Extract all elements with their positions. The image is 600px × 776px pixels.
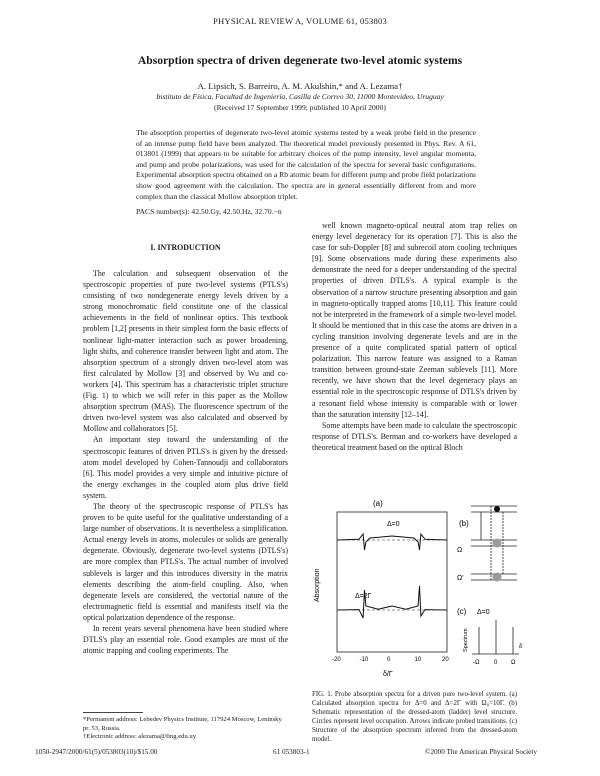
c-tick: 0 xyxy=(494,660,498,666)
y-axis-label: Absorption xyxy=(314,568,321,602)
column-left xyxy=(83,268,288,656)
series-line-delta2 xyxy=(337,586,447,618)
x-axis-label: δ/Γ xyxy=(383,671,393,678)
footer-issn: 1050-2947/2000/61(5)/053803(10)/$15.00 xyxy=(35,748,158,756)
x-tick-label: 20 xyxy=(442,657,449,663)
x-tick-label: -20 xyxy=(332,657,341,663)
delta-symbol: δ xyxy=(519,644,523,650)
footnotes xyxy=(83,716,288,742)
section-heading: I. INTRODUCTION xyxy=(150,243,221,252)
x-ticks xyxy=(332,657,449,663)
panel-a-label: (a) xyxy=(373,499,383,508)
c-tick: -Ω xyxy=(473,660,480,666)
paragraph: An important step toward the understanding of the spectroscopic features of driven PTLS's is given by the dressed-atom model developed by Cohen-Tannoudji and collaborators [6]. This model provides a very simple and intuitive picture of the energy exchanges in the coupled atom plus drive field system. xyxy=(83,435,288,500)
footnote: †Electronic address: alezama@fing.edu.uy xyxy=(83,733,196,741)
c-tick: Ω xyxy=(511,660,516,666)
paragraph: In recent years several phenomena have been studied where DTLS's play an essential role. Good examples are most of the atomic trapping and cooling experiments. The xyxy=(83,624,288,656)
x-tick-label: 10 xyxy=(414,657,422,663)
occupation-circle xyxy=(493,573,502,582)
panel-b-label: (b) xyxy=(459,519,469,528)
chart-series xyxy=(337,534,447,618)
x-tick-label: -10 xyxy=(359,657,369,663)
panel-c-label: (c) xyxy=(457,607,467,616)
occupation-circle xyxy=(494,506,500,512)
column-right xyxy=(312,220,517,453)
abstract: The absorption properties of degenerate two-level atomic systems tested by a weak probe field in the presence of an intense pump field have been analyzed. The theoretical model previously presented in Phys. Rev. A 61, 013801 (1999) that appears to be suitable for arbitrary choices of the pump intensity, level angular momenta, and pump and probe polarizations, was used for the calculation of the spectra for several basic configurations. Experimental absorption spectra obtained on a Rb atomic beam for different pump and probe field polarizations show good agreement with the calculation. The spectra are in general essentially different from and more complex than the classical Mollow absorption triplet. xyxy=(136,128,476,201)
panel-a-frame xyxy=(337,512,447,652)
authors: A. Lipsich, S. Barreiro, A. M. Akulshin,* and A. Lezama† xyxy=(197,81,403,91)
footer-page: 61 053803-1 xyxy=(273,748,310,756)
figure-caption: FIG. 1. Probe absorption spectra for a driven pure two-level system. (a) Calculated absorption spectra for Δ=0 and Δ=2Γ with Ω₀=10Γ. (b) Schematic representation of the dressed-atom (ladder) level structure. Circles represent level occupation. Arrows indicate probed transitions. (c) Structure of the absorption spectrum inferred from the dressed-atom model. xyxy=(312,691,517,744)
paragraph: The theory of the spectroscopic response of PTLS's has proven to be quite useful for the qualitative understanding of a large number of observations. It is nevertheless a simplification. Actual energy levels in atoms, molecules or solids are generally degenerate. Obviously, degenerate two-level systems (DTLS's) are more complex than PTLS's. The actual number of involved sublevels is larger and this introduces diversity in the matrix elements describing the atom-field coupling. Also, when degenerate levels are considered, the vectorial nature of the electromagnetic field is essential and manifests itself via the optical polarization dependence of the response. xyxy=(83,501,288,622)
footnote: *Permanent address: Lebedev Physics Institute, 117924 Moscow, Leninsky pr. 53, Russia. xyxy=(83,716,282,732)
footnote-rule xyxy=(83,712,143,713)
paragraph: well known magneto-optical neutral atom trap relies on energy level degeneracy for its operation [7]. This is also the case for sub-Doppler [8] and subrecoil atom cooling techniques [9]. Some observations made during these experiments also demonstrate the need for a deeper understanding of the spectral properties of driven DTLS's. A typical example is the observation of a narrow structure presenting absorption and gain in magneto-optically trapped atoms [10,11]. This feature could not be interpreted in the framework of a simple two-level model. It should be mentioned that in this case the atoms are driven in a cycling transition involving degenerate levels and are in the presence of a quite complicated spatial pattern of optical polarization. This narrow feature was assigned to a Raman transition between ground-state Zeeman sublevels [11]. More recently, we have shown that the level degeneracy plays an essential role in the spectroscopic response of DTLS's driven by a resonant field whose intensity is comparable with or lower than the saturation intensity [12–14]. xyxy=(312,221,517,419)
omega-label: Ω xyxy=(457,547,463,554)
legend-delta0: Δ=0 xyxy=(387,521,400,528)
received-dates: (Received 17 September 1999; published 10 April 2000) xyxy=(214,103,386,112)
paragraph: Some attempts have been made to calculate the spectroscopic response of DTLS's. Berman and co-workers have developed a theoretical treatment based on the optical Bloch xyxy=(312,420,517,452)
occupation-circle xyxy=(493,539,502,548)
x-tick-label: 0 xyxy=(387,657,391,663)
journal-header: PHYSICAL REVIEW A, VOLUME 61, 053803 xyxy=(213,16,387,26)
paper-title: Absorption spectra of driven degenerate two-level atomic systems xyxy=(137,54,463,67)
omega-prime-label: Ω' xyxy=(457,575,464,582)
legend-delta2: Δ=2Γ xyxy=(355,593,372,600)
figure-1 xyxy=(307,492,527,682)
footer-copyright: ©2000 The American Physical Society xyxy=(425,748,537,756)
paragraph: The calculation and subsequent observation of the spectroscopic properties of pure two-level systems (PTLS's) consisting of two nondegenerate energy levels driven by a strong monochromatic field constitute one of the classical achievements in the field of nonlinear optics. This textbook problem [1,2] presents in their simplest form the basic effects of nonlinear light-matter interaction such as power broadening, light shifts, and coherence transfer between light and atom. The absorption spectrum of a strongly driven two-level atom was first calculated by Mollow [3] and observed by Wu and co-workers [4]. This spectrum has a characteristic triplet structure (Fig. 1) to which we will refer in this paper as the Mollow absorption spectrum (MAS). The fluorescence spectrum of the driven two-level system was also calculated and observed by Mollow and collaborators [5]. xyxy=(83,269,288,434)
panel-c-ylabel: Spectrum xyxy=(463,628,469,652)
affiliation: Instituto de Física, Facultad de Ingeniería, Casilla de Correo 30, 11000 Montevideo, Uruguay xyxy=(156,92,444,101)
series-line-delta0 xyxy=(337,534,447,550)
panel-c-delta: Δ=0 xyxy=(477,609,490,616)
pacs-numbers: PACS number(s): 42.50.Gy, 42.50.Hz, 32.70.−n xyxy=(136,207,282,216)
